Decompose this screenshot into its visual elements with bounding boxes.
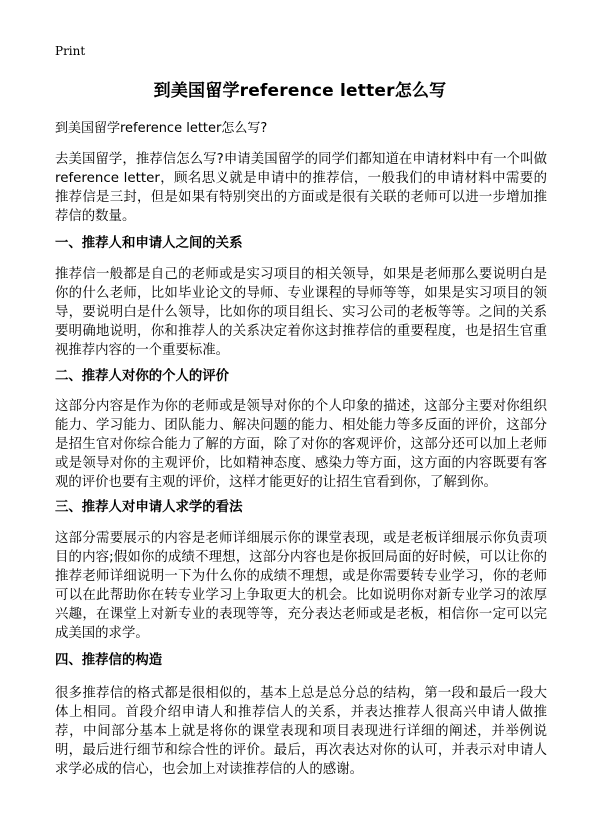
section-heading-study-view: 三、推荐人对申请人求学的看法 [55,500,243,515]
print-link[interactable]: Print [55,44,86,58]
section-heading-relationship: 一、推荐人和申请人之间的关系 [55,236,243,251]
article-subtitle: 到美国留学reference letter怎么写? [55,121,268,136]
page-title: 到美国留学reference letter怎么写 [153,81,447,101]
section-body-personal-evaluation: 这部分内容是作为你的老师或是领导对你的个人印象的描述，这部分主要对你组织能力、学习能力、团队能力、解决问题的能力、相处能力等多反面的评价，这部分是招生官对你综合能力了解的方面，除了对你的客观评价，这部分还可以加上老师或是领导对你的主观评价，比如精神态度、感染力等方面，这方面的内容既要有客观的评价也要有主观的评价，这样才能更好的让招生官看到你，了解到你。 [55,399,547,490]
section-body-study-view: 这部分需要展示的内容是老师详细展示你的课堂表现，或是老板详细展示你负责项目的内容;假如你的成绩不理想，这部分内容也是你扳回局面的好时候，可以让你的推荐老师详细说明一下为什么你的成绩不理想，或是你需要转专业学习，你的老师可以在此帮助你在转专业学习上争取更大的机会。比如说明你对新专业学习的浓厚兴趣，在课堂上对新专业的表现等等，充分表达老师或是老板，相信你一定可以完成美国的求学。 [55,531,547,641]
intro-paragraph: 去美国留学，推荐信怎么写?申请美国留学的同学们都知道在申请材料中有一个叫做reference letter，顾名思义就是申请中的推荐信，一般我们的申请材料中需要的推荐信是三封，但是如果有特别突出的方面或是很有关联的老师可以进一步增加推荐信的数量。 [55,152,547,224]
section-body-relationship: 推荐信一般都是自己的老师或是实习项目的相关领导，如果是老师那么要说明白是你的什么老师，比如毕业论文的导师、专业课程的导师等等，如果是实习项目的领导，要说明白是什么领导，比如你的项目组长、实习公司的老板等等。之间的关系要明确地说明，你和推荐人的关系决定着你这封推荐信的重要程度，也是招生官重视推荐内容的一个重要标准。 [55,267,547,358]
section-body-structure: 很多推荐信的格式都是很相似的，基本上总是总分总的结构，第一段和最后一段大体上相同。首段介绍申请人和推荐信人的关系，并表达推荐人很高兴申请人做推荐，中间部分基本上就是将你的课堂表现和项目表现进行详细的阐述，并举例说明，最后进行细节和综合性的评价。最后，再次表达对你的认可，并表示对申请人求学必成的信心，也会加上对读推荐信的人的感谢。 [55,686,547,777]
section-heading-structure: 四、推荐信的构造 [55,653,163,668]
section-heading-personal-evaluation: 二、推荐人对你的个人的评价 [55,369,230,384]
